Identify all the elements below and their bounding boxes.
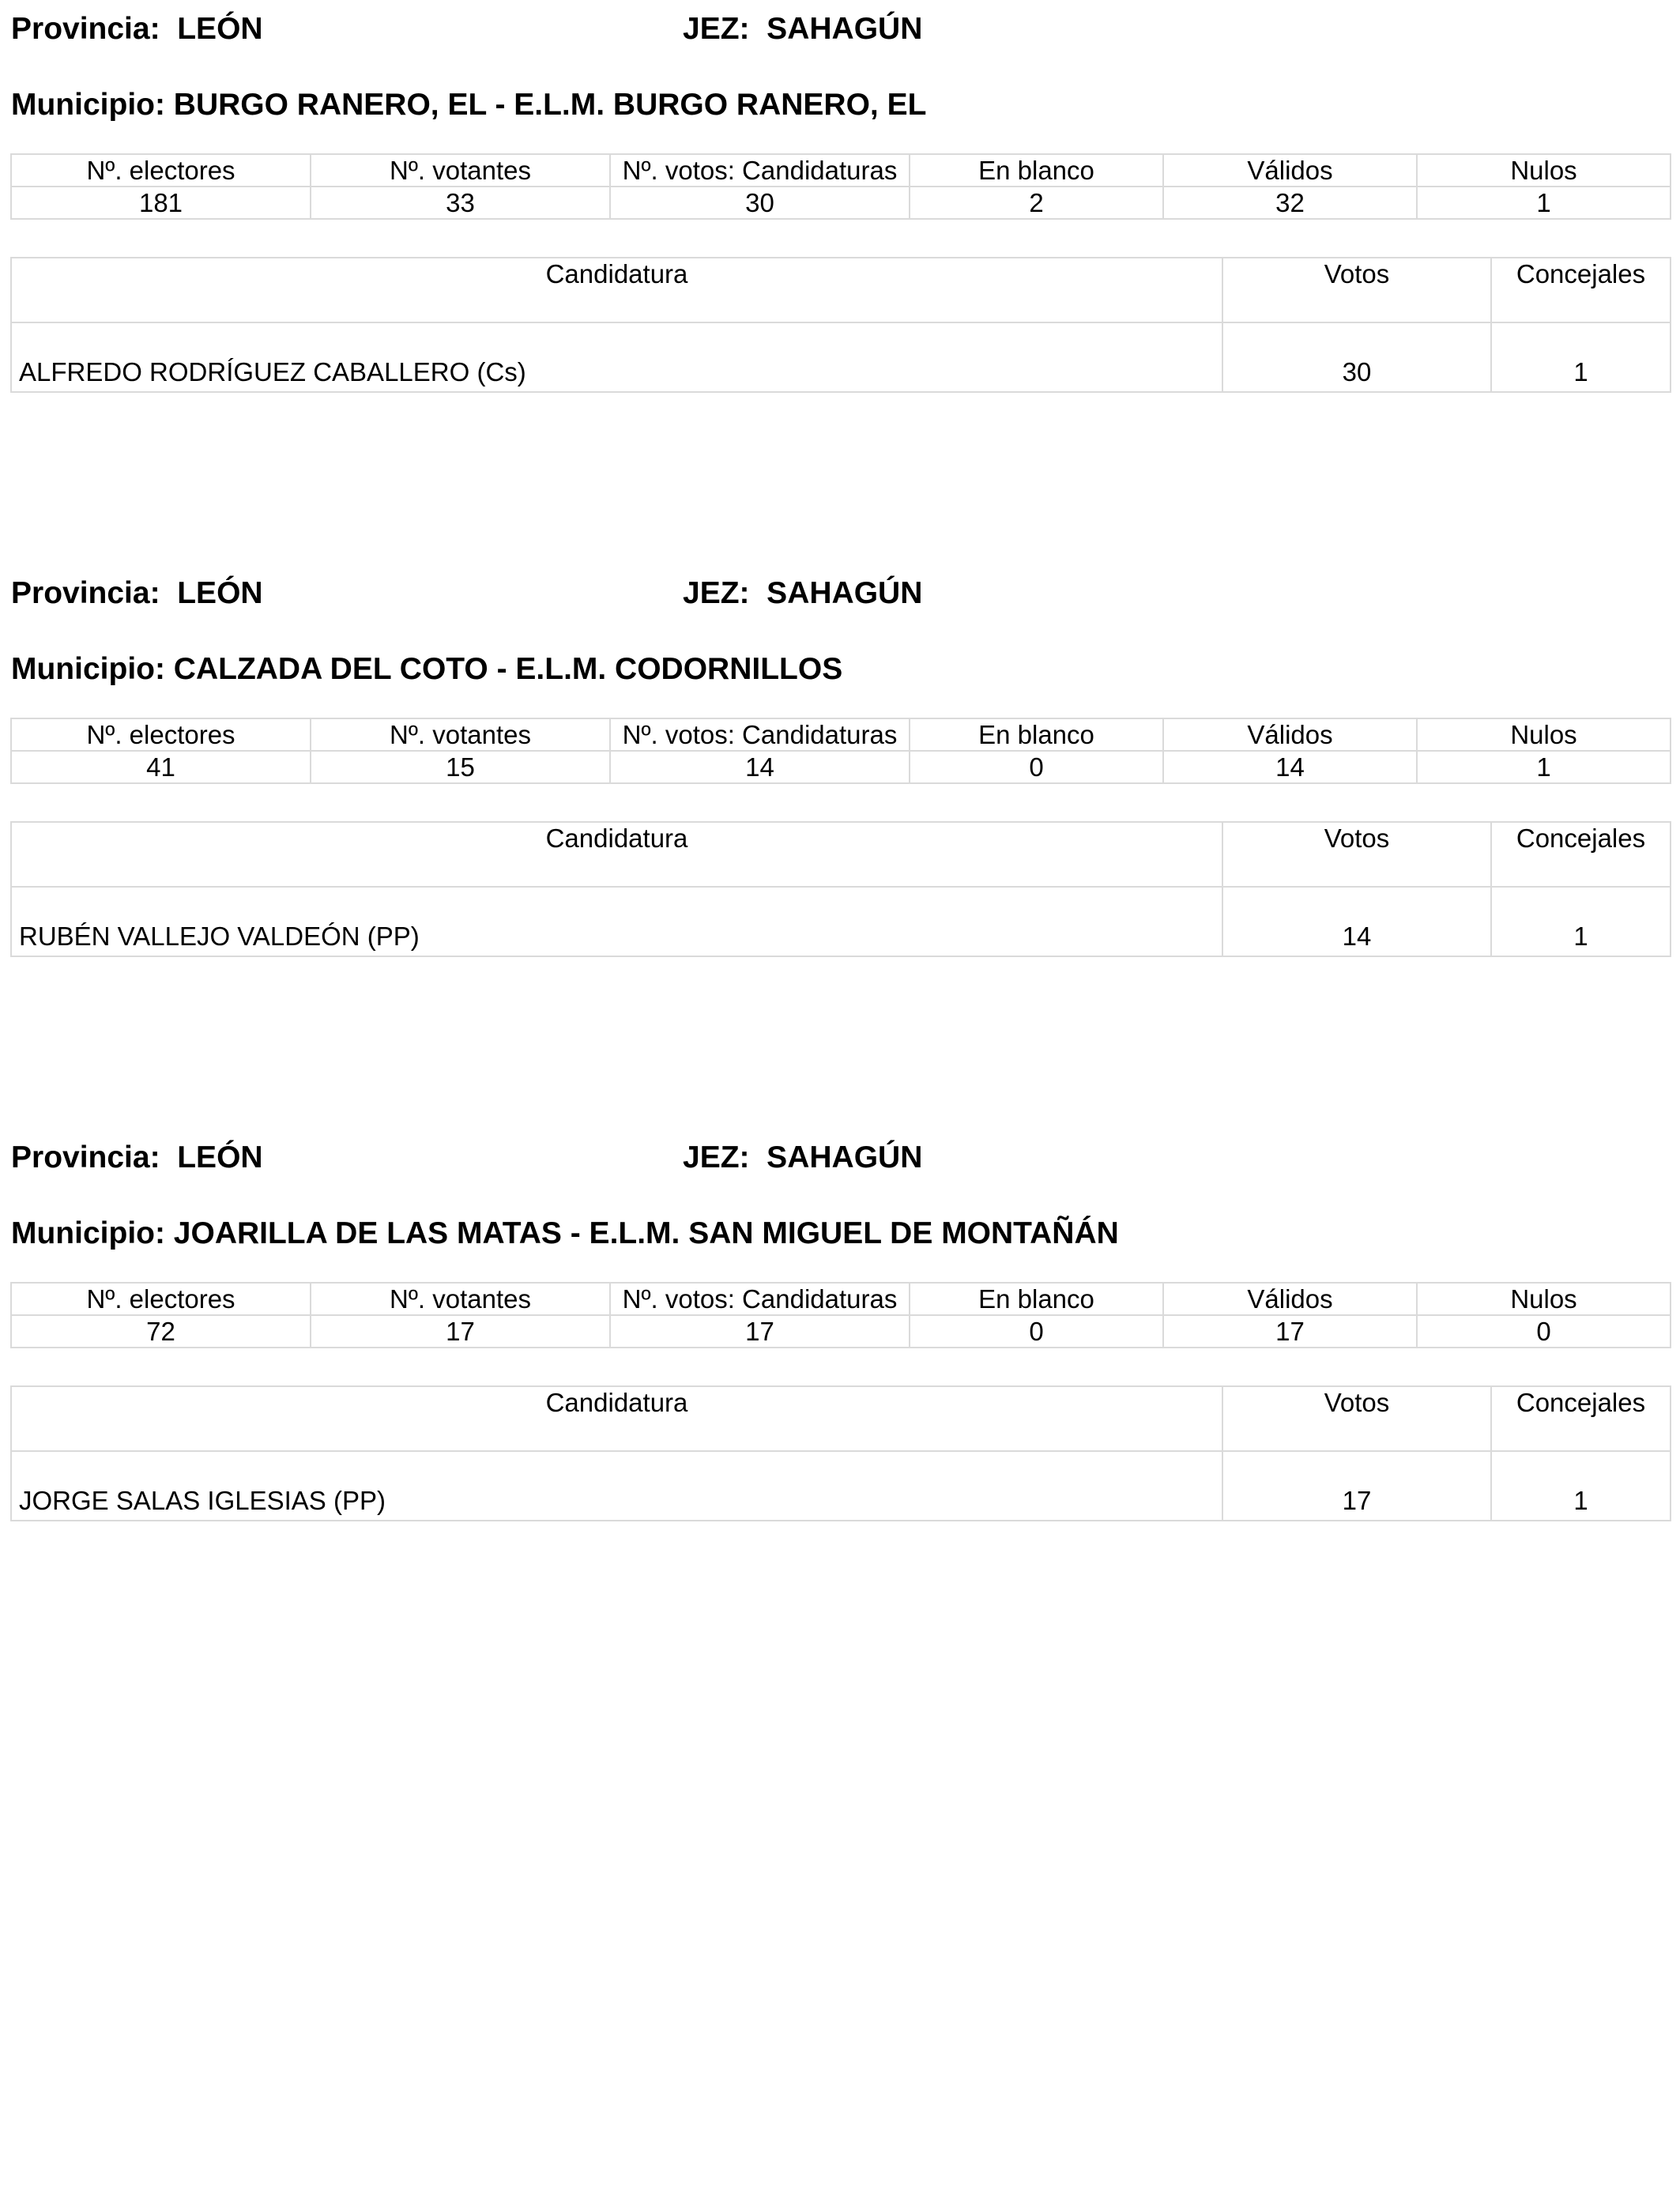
header-candidatura: Candidatura [11,258,1222,322]
stats-value-row [11,187,1671,219]
candidate-row [11,322,1671,392]
municipio-title: Municipio: CALZADA DEL COTO - E.L.M. CODORNILLOS [11,652,843,686]
stats-table [10,718,1671,784]
header-votos-candidaturas: Nº. votos: Candidaturas [610,154,910,187]
value-electores: 72 [11,1315,311,1348]
stats-table [10,1282,1671,1348]
municipio-title: Municipio: JOARILLA DE LAS MATAS - E.L.M. SAN MIGUEL DE MONTAÑÁN [11,1216,1119,1250]
jez-label: JEZ: SAHAGÚN [683,1140,923,1174]
candidates-table [10,1385,1671,1521]
value-en-blanco: 2 [910,187,1163,219]
candidates-header-row [11,822,1671,887]
municipio-title: Municipio: BURGO RANERO, EL - E.L.M. BURGO RANERO, EL [11,88,927,122]
value-electores: 41 [11,751,311,783]
header-votos: Votos [1222,822,1491,887]
header-en-blanco: En blanco [910,154,1163,187]
jez-label: JEZ: SAHAGÚN [683,576,923,610]
candidate-row [11,1451,1671,1521]
provincia-label: Provincia: LEÓN [11,12,263,46]
candidates-header-row [11,1386,1671,1451]
candidate-name: RUBÉN VALLEJO VALDEÓN (PP) [11,887,1222,956]
header-concejales: Concejales [1491,1386,1671,1451]
jez-label: JEZ: SAHAGÚN [683,12,923,46]
value-validos: 17 [1163,1315,1417,1348]
header-electores: Nº. electores [11,154,311,187]
header-votos-candidaturas: Nº. votos: Candidaturas [610,718,910,751]
header-en-blanco: En blanco [910,718,1163,751]
result-section [0,1138,1680,1691]
candidate-votos: 30 [1222,322,1491,392]
candidates-table [10,821,1671,957]
provincia-label: Provincia: LEÓN [11,576,263,610]
stats-header-row [11,718,1671,751]
header-electores: Nº. electores [11,1283,311,1315]
header-concejales: Concejales [1491,822,1671,887]
candidate-row [11,887,1671,956]
candidate-votos: 14 [1222,887,1491,956]
value-nulos: 1 [1417,187,1671,219]
value-votantes: 33 [311,187,610,219]
header-candidatura: Candidatura [11,1386,1222,1451]
stats-header-row [11,1283,1671,1315]
value-nulos: 1 [1417,751,1671,783]
candidate-concejales: 1 [1491,322,1671,392]
candidate-name: JORGE SALAS IGLESIAS (PP) [11,1451,1222,1521]
header-votos: Votos [1222,258,1491,322]
candidate-votos: 17 [1222,1451,1491,1521]
header-validos: Válidos [1163,718,1417,751]
header-votos: Votos [1222,1386,1491,1451]
value-electores: 181 [11,187,311,219]
header-votantes: Nº. votantes [311,718,610,751]
header-nulos: Nulos [1417,718,1671,751]
header-votos-candidaturas: Nº. votos: Candidaturas [610,1283,910,1315]
candidates-header-row [11,258,1671,322]
value-votos-candidaturas: 17 [610,1315,910,1348]
header-concejales: Concejales [1491,258,1671,322]
header-votantes: Nº. votantes [311,1283,610,1315]
header-votantes: Nº. votantes [311,154,610,187]
value-en-blanco: 0 [910,1315,1163,1348]
header-electores: Nº. electores [11,718,311,751]
value-validos: 14 [1163,751,1417,783]
header-nulos: Nulos [1417,1283,1671,1315]
candidate-concejales: 1 [1491,887,1671,956]
header-candidatura: Candidatura [11,822,1222,887]
candidate-concejales: 1 [1491,1451,1671,1521]
stats-value-row [11,1315,1671,1348]
stats-value-row [11,751,1671,783]
header-nulos: Nulos [1417,154,1671,187]
value-en-blanco: 0 [910,751,1163,783]
value-validos: 32 [1163,187,1417,219]
candidates-table [10,257,1671,393]
header-validos: Válidos [1163,154,1417,187]
provincia-label: Provincia: LEÓN [11,1140,263,1174]
value-votos-candidaturas: 14 [610,751,910,783]
result-section [0,9,1680,563]
value-votos-candidaturas: 30 [610,187,910,219]
candidate-name: ALFREDO RODRÍGUEZ CABALLERO (Cs) [11,322,1222,392]
value-votantes: 17 [311,1315,610,1348]
stats-header-row [11,154,1671,187]
result-section [0,574,1680,1127]
stats-table [10,153,1671,220]
value-votantes: 15 [311,751,610,783]
header-validos: Válidos [1163,1283,1417,1315]
header-en-blanco: En blanco [910,1283,1163,1315]
value-nulos: 0 [1417,1315,1671,1348]
